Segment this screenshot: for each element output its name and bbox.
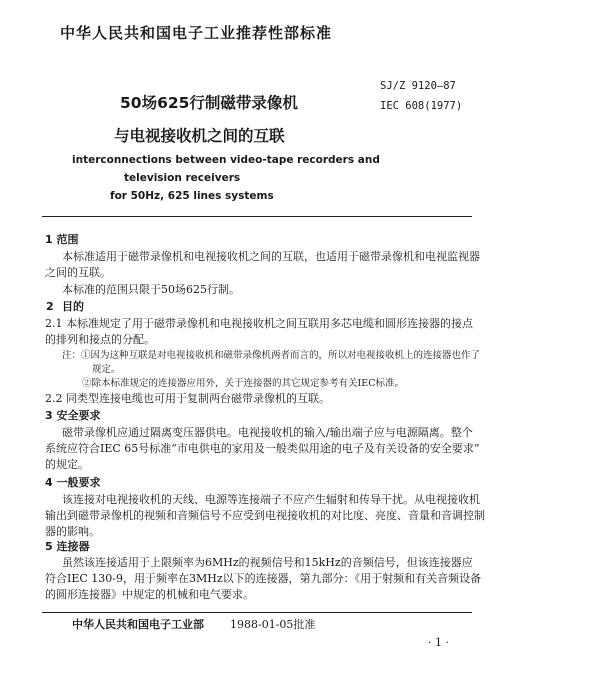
- section-2-number: 2: [46, 300, 54, 313]
- english-title-line3: for 50Hz, 625 lines systems: [110, 190, 274, 202]
- approval-date: 1988-01-05批准: [230, 618, 316, 631]
- section-4-line: 该连接对电视接收机的天线、电源等连接端子不应产生辐射和传导干扰。从电视接收机: [62, 493, 480, 506]
- section-4-line: 输出到磁带录像机的视频和音频信号不应受到电视接收机的对比度、亮度、音量和音调控制: [45, 509, 485, 522]
- clause-2-1-line: 的排列和接点的分配。: [45, 333, 155, 346]
- section-1-paragraph-line: 之间的互联。: [45, 266, 111, 279]
- section-3-line: 系统应符合IEC 65号标准“市电供电的家用及一般类似用途的电子及有关设备的安全要求”: [45, 442, 480, 455]
- note-1-line: 注：①因为这种互联是对电视接收机和磁带录像机两者而言的，所以对电视接收机上的连接器也作了: [62, 350, 481, 361]
- english-title-line2: television receivers: [124, 172, 241, 184]
- section-4-line: 器的影响。: [45, 525, 100, 538]
- approving-authority: 中华人民共和国电子工业部: [72, 618, 204, 631]
- note-2-line: ②除本标准规定的连接器应用外，关于连接器的其它规定参考有关IEC标准。: [82, 378, 404, 389]
- section-1-paragraph-line: 本标准适用于磁带录像机和电视接收机之间的互联，也适用于磁带录像机和电视监视器: [62, 250, 480, 263]
- page-number: · 1 ·: [428, 636, 449, 649]
- clause-2-2: 2.2 同类型连接电缆也可用于复制两台磁带录像机的互联。: [45, 392, 330, 405]
- section-3-line: 磁带录像机应通过隔离变压器供电。电视接收机的输入/输出端子应与电源隔离。整个: [62, 426, 473, 439]
- section-4-heading: 4 一般要求: [45, 476, 101, 489]
- footer-divider: [42, 612, 472, 613]
- clause-2-1-line: 2.1 本标准规定了用于磁带录像机和电视接收机之间互联用多芯电缆和圆形连接器的接点: [45, 317, 473, 330]
- header-divider: [42, 216, 472, 217]
- issuing-body-title: 中华人民共和国电子工业推荐性部标准: [60, 24, 333, 42]
- english-title-line1: interconnections between video-tape recorders and: [72, 154, 380, 166]
- iec-number: IEC 608(1977): [380, 100, 463, 112]
- section-2-heading: 目的: [62, 300, 84, 313]
- standard-number: SJ/Z 9120—87: [380, 80, 456, 92]
- section-1-scope-line: 本标准的范围只限于50场625行制。: [62, 283, 240, 296]
- standard-title-line2: 与电视接收机之间的互联: [114, 127, 285, 145]
- note-1-line: 规定。: [92, 364, 121, 375]
- section-5-line: 符合IEC 130-9，用于频率在3MHz以下的连接器，第九部分：《用于射频和有关音频设备: [45, 572, 482, 585]
- section-5-heading: 5 连接器: [45, 540, 90, 553]
- section-1-heading: 1 范围: [45, 233, 79, 246]
- section-3-line: 的规定。: [45, 458, 89, 471]
- section-5-line: 的圆形连接器》中规定的机械和电气要求。: [45, 588, 254, 601]
- section-5-line: 虽然该连接适用于上限频率为6MHz的视频信号和15kHz的音频信号，但该连接器应: [62, 556, 473, 569]
- standard-title-line1: 50场625行制磁带录像机: [120, 94, 298, 112]
- section-3-heading: 3 安全要求: [45, 409, 101, 422]
